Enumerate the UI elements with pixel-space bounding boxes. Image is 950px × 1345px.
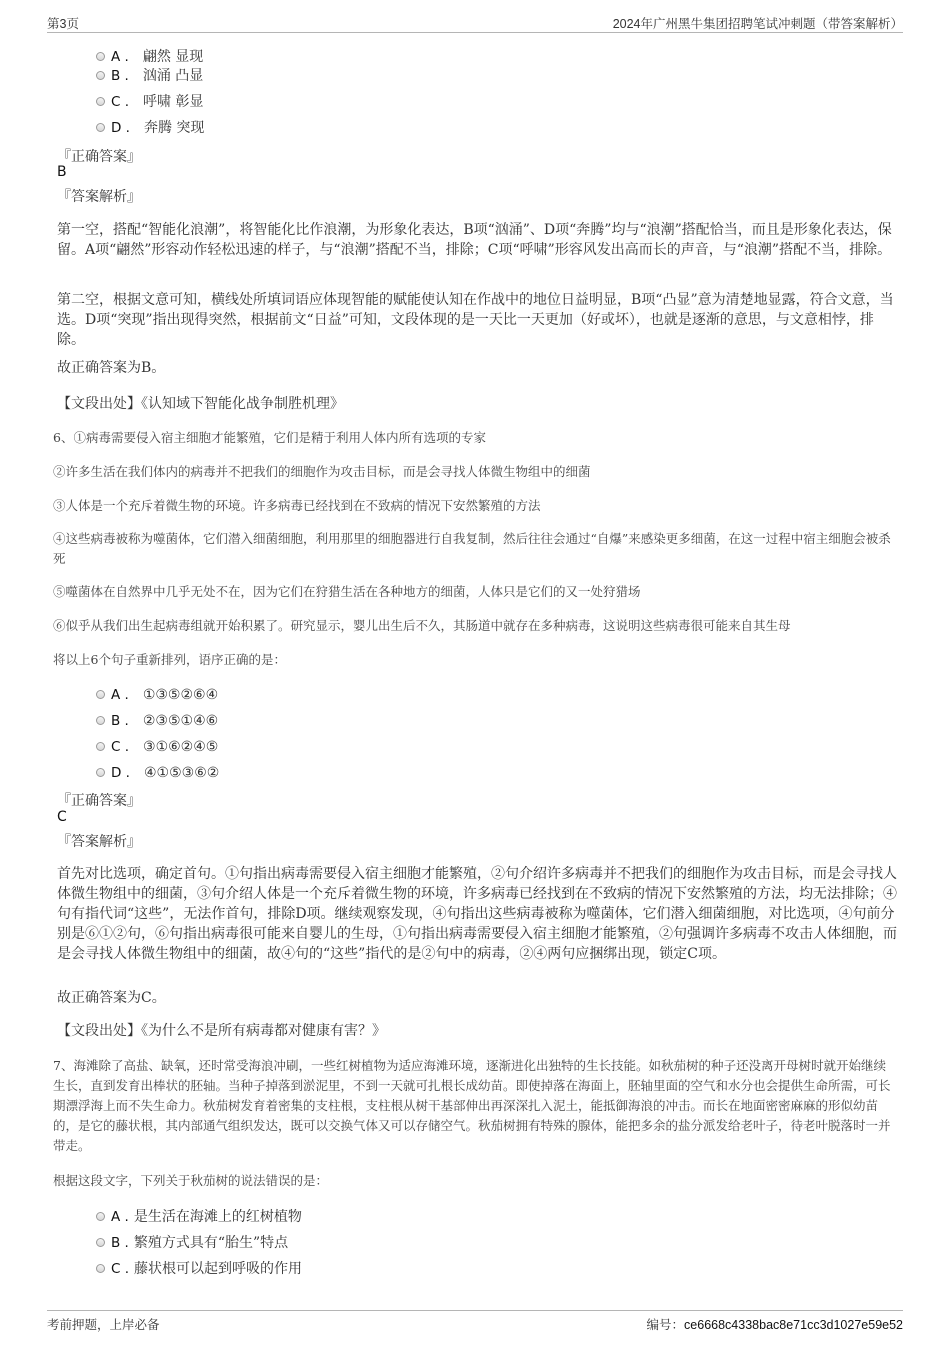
q7-passage: 7、海滩除了高盐、缺氧，还时常受海浪冲刷，一些红树植物为适应海滩环境，逐渐进化出独特的生长技能。如秋茄树的种子还没离开母树时就开始继续生长，直到发育出棒状的胚轴。当种子掉落到淤泥里，不到一天就可扎根长成幼苗。即使掉落在海面上，胚轴里面的空气和水分也会提供生命所需，可长期漂浮海上而不失生命力。秋茄树发育着密集的支柱根，支柱根从树干基部伸出再深深扎入泥土，能抵御海浪的冲击。而长在地面密密麻麻的形似幼苗的，是它的藤状根，其内部通气组织发达，既可以交换气体又可以存储空气。秋茄树拥有特殊的腺体，能把多余的盐分派发给老叶子，待老叶脱落时一并带走。 <box>53 1058 891 1153</box>
q5-option-c[interactable]: C . 呼啸 彰显 <box>96 92 203 112</box>
analysis-conclusion: 故正确答案为B。 <box>57 360 166 376</box>
radio-button-icon[interactable] <box>96 123 105 132</box>
analysis-paragraph: 第二空，根据文意可知，横线处所填词语应体现智能的赋能使认知在作战中的地位日益明显，B项“凸显”意为清楚地显露，符合文意，当选。D项“突现”指出现得突然，根据前文“日益”可知，文段体现的是一天比一天更加（好或坏），也就是逐渐的意思，与文意相悖，排除。 <box>57 292 894 348</box>
page-number: 第3页 <box>47 17 79 31</box>
q6-sentence-3: ③人体是一个充斥着微生物的环境。许多病毒已经找到在不致病的情况下安然繁殖的方法 <box>53 498 541 513</box>
analysis-label: 『答案解析』 <box>57 189 141 205</box>
radio-button-icon[interactable] <box>96 97 105 106</box>
document-title: 2024年广州黑牛集团招聘笔试冲刺题（带答案解析） <box>612 17 903 31</box>
q6-option-c[interactable]: C . ③①⑥②④⑤ <box>96 737 218 757</box>
passage-source: 【文段出处】《认知域下智能化战争制胜机理》 <box>57 396 344 412</box>
q6-sentence-1: 6、①病毒需要侵入宿主细胞才能繁殖，它们是精于利用人体内所有选项的专家 <box>53 430 486 445</box>
radio-button-icon[interactable] <box>96 768 105 777</box>
document-id-label: 编号： <box>646 1318 685 1332</box>
q6-sentence-4: ④这些病毒被称为噬菌体，它们潜入细菌细胞，利用那里的细胞器进行自我复制，然后往往会通过“自爆”来感染更多细菌，在这一过程中宿主细胞会被杀死 <box>53 531 891 566</box>
q6-option-b[interactable]: B . ②③⑤①④⑥ <box>96 711 218 731</box>
analysis-conclusion: 故正确答案为C。 <box>57 990 166 1006</box>
q7-option-a[interactable]: A . 是生活在海滩上的红树植物 <box>96 1207 302 1227</box>
radio-button-icon[interactable] <box>96 1212 105 1221</box>
analysis-paragraph: 第一空，搭配“智能化浪潮”，将智能化比作浪潮，为形象化表达，B项“汹涌”、D项“奔腾”均与“浪潮”搭配恰当，而且是形象化表达，保留。A项“翩然”形容动作轻松迅速的样子，与“浪潮”搭配不当，排除；C项“呼啸”形容风发出高而长的声音，与“浪潮”搭配不当，排除。 <box>57 222 892 258</box>
q5-option-b[interactable]: B . 汹涌 凸显 <box>96 66 203 86</box>
q6-sentence-2: ②许多生活在我们体内的病毒并不把我们的细胞作为攻击目标，而是会寻找人体微生物组中的细菌 <box>53 464 591 479</box>
passage-source: 【文段出处】《为什么不是所有病毒都对健康有害？》 <box>57 1023 386 1039</box>
document-id-value: ce6668c4338bac8e71cc3d1027e59e52 <box>684 1318 903 1332</box>
q6-sentence-6: ⑥似乎从我们出生起病毒组就开始积累了。研究显示，婴儿出生后不久，其肠道中就存在多种病毒，这说明这些病毒很可能来自其生母 <box>53 618 791 633</box>
analysis-label: 『答案解析』 <box>57 834 141 850</box>
radio-button-icon[interactable] <box>96 690 105 699</box>
document-id <box>647 1315 903 1333</box>
q5-option-d[interactable]: D . 奔腾 突现 <box>96 118 204 138</box>
radio-button-icon[interactable] <box>96 716 105 725</box>
q6-option-a[interactable]: A . ①③⑤②⑥④ <box>96 685 218 705</box>
q6-option-d[interactable]: D . ④①⑤③⑥② <box>96 763 219 783</box>
correct-answer-label: 『正确答案』 <box>57 793 141 809</box>
radio-button-icon[interactable] <box>96 1238 105 1247</box>
q6-prompt: 将以上6个句子重新排列，语序正确的是： <box>53 652 286 667</box>
radio-button-icon[interactable] <box>96 52 105 61</box>
analysis-paragraph: 首先对比选项，确定首句。①句指出病毒需要侵入宿主细胞才能繁殖，②句介绍许多病毒并不把我们的细胞作为攻击目标，而是会寻找人体微生物组中的细菌，③句介绍人体是一个充斥着微生物的环境，许多病毒已经找到在不致病的情况下安然繁殖的方法，均无法排除；④句有指代词“这些”，无法作首句，排除D项。继续观察发现，④句指出这些病毒被称为噬菌体，它们潜入细菌细胞，对比选项，④句前分别是⑥①②句，⑥句指出病毒很可能来自婴儿的生母，①句指出病毒需要侵入宿主细胞才能繁殖，②句强调许多病毒不攻击人体细胞，而是会寻找人体微生物组中的细菌，故④句的“这些”指代的是②句中的病毒，②④两句应捆绑出现，锁定C项。 <box>57 866 897 962</box>
correct-answer-value: C <box>57 809 67 825</box>
q7-prompt: 根据这段文字，下列关于秋茄树的说法错误的是： <box>53 1173 329 1188</box>
q7-option-b[interactable]: B . 繁殖方式具有“胎生”特点 <box>96 1233 288 1253</box>
correct-answer-label: 『正确答案』 <box>57 149 141 165</box>
q6-sentence-5: ⑤噬菌体在自然界中几乎无处不在，因为它们在狩猎生活在各种地方的细菌，人体只是它们的又一处狩猎场 <box>53 584 641 599</box>
page-header <box>47 14 903 33</box>
radio-button-icon[interactable] <box>96 742 105 751</box>
correct-answer-value: B <box>57 164 67 180</box>
radio-button-icon[interactable] <box>96 71 105 80</box>
page-footer <box>47 1310 903 1331</box>
footer-slogan: 考前押题，上岸必备 <box>47 1318 160 1332</box>
radio-button-icon[interactable] <box>96 1264 105 1273</box>
q7-option-c[interactable]: C . 藤状根可以起到呼吸的作用 <box>96 1259 302 1279</box>
q5-option-a[interactable]: A . 翩然 显现 <box>96 47 203 67</box>
